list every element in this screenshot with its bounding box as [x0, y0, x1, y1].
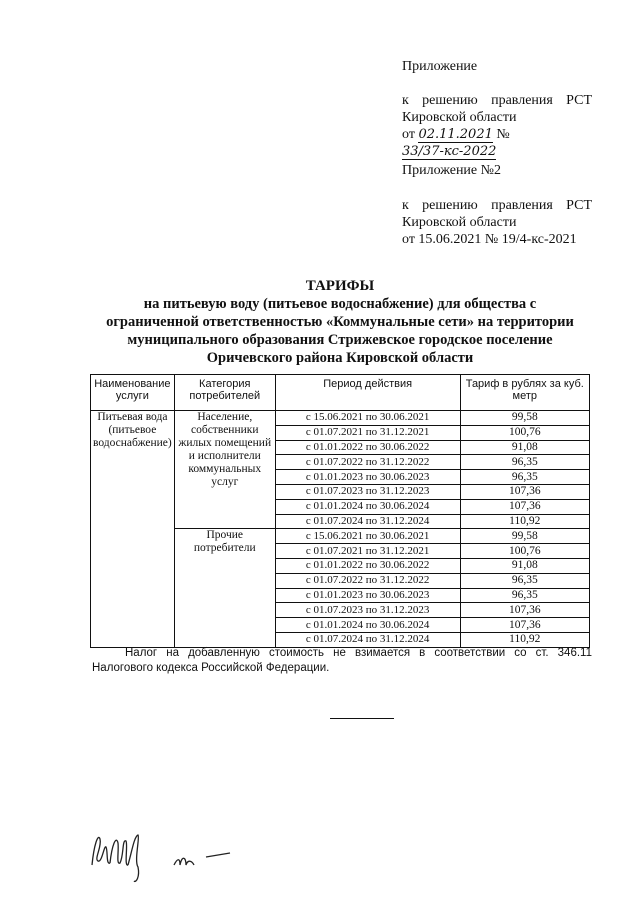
period-cell: с 01.07.2022 по 31.12.2022 — [275, 573, 460, 588]
tariff-cell: 96,35 — [460, 470, 589, 485]
prev-line-2: Кировской области — [402, 215, 517, 230]
decision-line-2: Кировской области — [402, 110, 517, 125]
period-cell: с 01.07.2022 по 31.12.2022 — [275, 455, 460, 470]
tariff-cell: 107,36 — [460, 484, 589, 499]
period-cell: с 01.07.2024 по 31.12.2024 — [275, 632, 460, 647]
period-cell: с 15.06.2021 по 30.06.2021 — [275, 529, 460, 544]
tariff-cell: 107,36 — [460, 618, 589, 633]
category-population-cell: Население, собственники жилых помещений и исполнители коммунальных услуг — [174, 411, 275, 529]
header-tariff: Тариф в рублях за куб. метр — [460, 375, 589, 411]
category-other-cell: Прочие потребители — [174, 529, 275, 647]
tariff-cell: 100,76 — [460, 425, 589, 440]
handwritten-number: 33/37-кс-2022 — [402, 144, 497, 159]
title-line-1: на питьевую воду (питьевое водоснабжение) для общества с — [143, 296, 537, 312]
vat-note-line-1: Налог на добавленную стоимость не взимается в соответствии со ст. 346.11 — [125, 647, 592, 659]
header-service: Наименование услуги — [91, 375, 175, 411]
tariff-cell: 96,35 — [460, 455, 589, 470]
title-line-2: ограниченной ответственностью «Коммунальные сети» на территории — [106, 314, 574, 330]
document-title — [80, 277, 600, 367]
period-cell: с 01.01.2024 по 30.06.2024 — [275, 618, 460, 633]
period-cell: с 01.01.2023 по 30.06.2023 — [275, 588, 460, 603]
period-cell: с 01.07.2021 по 31.12.2021 — [275, 425, 460, 440]
title-line-3: муниципального образования Стрижевское городское поселение — [127, 332, 553, 348]
appendix-2-label: Приложение №2 — [402, 163, 501, 178]
period-cell: с 01.01.2023 по 30.06.2023 — [275, 470, 460, 485]
period-cell: с 15.06.2021 по 30.06.2021 — [275, 411, 460, 426]
header-period: Период действия — [275, 375, 460, 411]
appendix-label: Приложение — [402, 59, 478, 74]
period-cell: с 01.01.2022 по 30.06.2022 — [275, 440, 460, 455]
separator-line — [330, 718, 394, 719]
service-name-cell: Питьевая вода (питьевое водоснабжение) — [91, 411, 175, 648]
handwritten-date: 02.11.2021 — [418, 127, 493, 142]
decision-line-1: к решению правления РСТ — [402, 93, 592, 108]
tariff-cell: 96,35 — [460, 588, 589, 603]
decision-date-number: от 02.11.2021 № 33/37-кс-2022 — [402, 127, 510, 159]
prev-line-1: к решению правления РСТ — [402, 198, 592, 213]
tariff-cell: 107,36 — [460, 499, 589, 514]
tariff-cell: 91,08 — [460, 558, 589, 573]
period-cell: с 01.07.2021 по 31.12.2021 — [275, 544, 460, 559]
tariff-cell: 96,35 — [460, 573, 589, 588]
tariff-cell: 100,76 — [460, 544, 589, 559]
tariff-cell: 91,08 — [460, 440, 589, 455]
tariff-cell: 99,58 — [460, 411, 589, 426]
vat-note — [92, 646, 592, 676]
header-category: Категория потребителей — [174, 375, 275, 411]
tariff-cell: 110,92 — [460, 632, 589, 647]
title-line-4: Оричевского района Кировской области — [206, 350, 474, 366]
tariff-cell: 110,92 — [460, 514, 589, 529]
previous-decision-reference — [402, 197, 592, 248]
tariff-cell: 99,58 — [460, 529, 589, 544]
period-cell: с 01.07.2023 по 31.12.2023 — [275, 484, 460, 499]
title-heading: ТАРИФЫ — [305, 278, 375, 294]
tariff-table — [90, 374, 590, 648]
prev-line-3: от 15.06.2021 № 19/4-кс-2021 — [402, 232, 577, 247]
table-header-row — [91, 375, 590, 411]
period-cell: с 01.07.2024 по 31.12.2024 — [275, 514, 460, 529]
handwritten-signature — [88, 825, 238, 885]
vat-note-line-2: Налогового кодекса Российской Федерации. — [92, 662, 330, 674]
table-row — [91, 411, 590, 426]
tariff-cell: 107,36 — [460, 603, 589, 618]
period-cell: с 01.01.2024 по 30.06.2024 — [275, 499, 460, 514]
period-cell: с 01.01.2022 по 30.06.2022 — [275, 558, 460, 573]
decision-reference — [402, 92, 592, 160]
period-cell: с 01.07.2023 по 31.12.2023 — [275, 603, 460, 618]
